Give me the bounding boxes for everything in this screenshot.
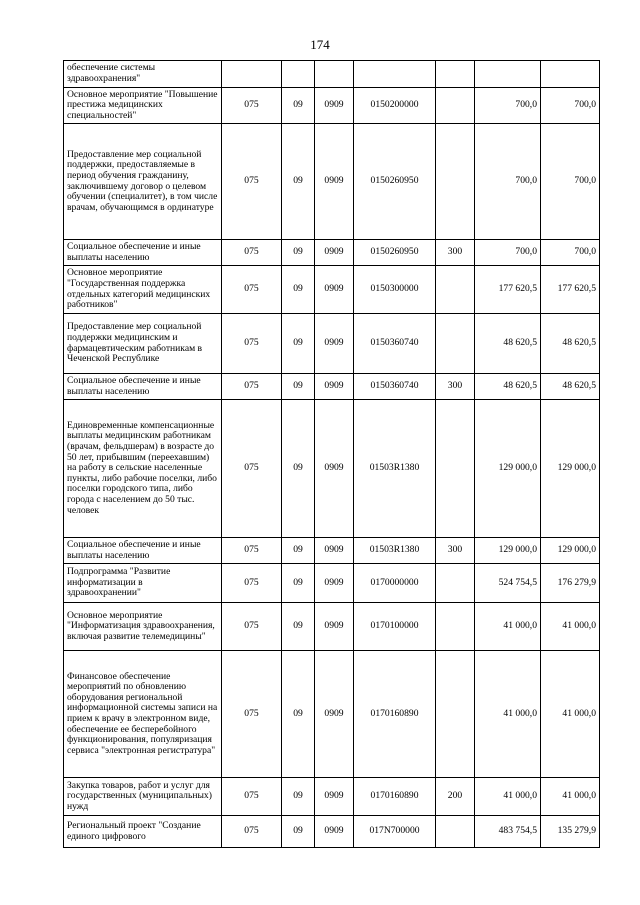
row-section-cell: 09 bbox=[282, 778, 315, 816]
row-expense-type-cell bbox=[436, 266, 475, 314]
row-sum-year1-cell: 48 620,5 bbox=[475, 314, 541, 374]
table-row bbox=[64, 88, 600, 124]
row-sum-year2-cell bbox=[541, 61, 600, 88]
row-expense-type-cell bbox=[436, 651, 475, 778]
row-sum-year1-cell: 41 000,0 bbox=[475, 651, 541, 778]
row-grbs-cell: 075 bbox=[222, 778, 282, 816]
row-sum-year2-cell: 129 000,0 bbox=[541, 400, 600, 538]
row-grbs-cell: 075 bbox=[222, 538, 282, 564]
row-subsection-cell: 0909 bbox=[315, 400, 354, 538]
row-expense-type-cell: 300 bbox=[436, 240, 475, 266]
row-expense-type-cell bbox=[436, 314, 475, 374]
row-expense-type-cell: 300 bbox=[436, 374, 475, 400]
row-expense-type-cell bbox=[436, 603, 475, 651]
row-section-cell: 09 bbox=[282, 374, 315, 400]
row-sum-year1-cell bbox=[475, 61, 541, 88]
row-grbs-cell: 075 bbox=[222, 314, 282, 374]
row-sum-year1-cell: 524 754,5 bbox=[475, 564, 541, 603]
row-name-cell: Финансовое обеспечение мероприятий по обновлению оборудования региональной информационной системы записи на прием к врачу в электронном виде, обеспечение ее бесперебойного функционирования, популяризация сервиса "электронная регистратура" bbox=[64, 651, 222, 778]
row-grbs-cell: 075 bbox=[222, 374, 282, 400]
row-target-article-cell bbox=[354, 61, 436, 88]
row-sum-year2-cell: 700,0 bbox=[541, 240, 600, 266]
row-grbs-cell bbox=[222, 61, 282, 88]
row-name-cell: Предоставление мер социальной поддержки медицинским и фармацевтическим работникам в Чеченской Республике bbox=[64, 314, 222, 374]
row-target-article-cell: 0150260950 bbox=[354, 124, 436, 240]
row-grbs-cell: 075 bbox=[222, 564, 282, 603]
row-expense-type-cell bbox=[436, 400, 475, 538]
row-section-cell: 09 bbox=[282, 88, 315, 124]
row-expense-type-cell bbox=[436, 61, 475, 88]
row-expense-type-cell bbox=[436, 124, 475, 240]
row-sum-year2-cell: 41 000,0 bbox=[541, 651, 600, 778]
row-section-cell: 09 bbox=[282, 564, 315, 603]
row-subsection-cell: 0909 bbox=[315, 816, 354, 848]
row-expense-type-cell: 300 bbox=[436, 538, 475, 564]
table-row bbox=[64, 61, 600, 88]
row-sum-year2-cell: 129 000,0 bbox=[541, 538, 600, 564]
row-sum-year2-cell: 176 279,9 bbox=[541, 564, 600, 603]
row-section-cell: 09 bbox=[282, 816, 315, 848]
row-sum-year1-cell: 129 000,0 bbox=[475, 538, 541, 564]
row-name-cell: Единовременные компенсационные выплаты медицинским работникам (врачам, фельдшерам) в возрасте до 50 лет, прибывшим (переехавшим) на работу в сельские населенные пункты, либо рабочие поселки, либо поселки городского типа, либо города с населением до 50 тыс. человек bbox=[64, 400, 222, 538]
row-sum-year1-cell: 129 000,0 bbox=[475, 400, 541, 538]
row-sum-year2-cell: 48 620,5 bbox=[541, 314, 600, 374]
budget-table-body bbox=[64, 61, 600, 848]
row-grbs-cell: 075 bbox=[222, 651, 282, 778]
row-subsection-cell: 0909 bbox=[315, 240, 354, 266]
row-name-cell: Социальное обеспечение и иные выплаты населению bbox=[64, 374, 222, 400]
row-expense-type-cell: 200 bbox=[436, 778, 475, 816]
row-expense-type-cell bbox=[436, 88, 475, 124]
row-name-cell: Основное мероприятие "Информатизация здравоохранения, включая развитие телемедицины" bbox=[64, 603, 222, 651]
row-name-cell: Региональный проект "Создание единого цифрового bbox=[64, 816, 222, 848]
row-name-cell: Основное мероприятие "Повышение престижа медицинских специальностей" bbox=[64, 88, 222, 124]
row-name-cell: Подпрограмма "Развитие информатизации в здравоохранении" bbox=[64, 564, 222, 603]
row-name-cell: Основное мероприятие "Государственная поддержка отдельных категорий медицинских работников" bbox=[64, 266, 222, 314]
row-sum-year1-cell: 483 754,5 bbox=[475, 816, 541, 848]
row-section-cell: 09 bbox=[282, 651, 315, 778]
row-section-cell: 09 bbox=[282, 314, 315, 374]
row-sum-year2-cell: 700,0 bbox=[541, 88, 600, 124]
budget-table bbox=[63, 60, 600, 848]
row-target-article-cell: 0150360740 bbox=[354, 374, 436, 400]
row-sum-year2-cell: 41 000,0 bbox=[541, 603, 600, 651]
row-section-cell: 09 bbox=[282, 400, 315, 538]
row-subsection-cell: 0909 bbox=[315, 778, 354, 816]
row-subsection-cell: 0909 bbox=[315, 564, 354, 603]
row-subsection-cell: 0909 bbox=[315, 538, 354, 564]
row-sum-year1-cell: 41 000,0 bbox=[475, 603, 541, 651]
row-grbs-cell: 075 bbox=[222, 266, 282, 314]
row-target-article-cell: 0170160890 bbox=[354, 778, 436, 816]
row-subsection-cell: 0909 bbox=[315, 314, 354, 374]
row-grbs-cell: 075 bbox=[222, 124, 282, 240]
row-section-cell: 09 bbox=[282, 538, 315, 564]
row-subsection-cell: 0909 bbox=[315, 603, 354, 651]
row-sum-year2-cell: 48 620,5 bbox=[541, 374, 600, 400]
row-section-cell: 09 bbox=[282, 240, 315, 266]
row-section-cell: 09 bbox=[282, 266, 315, 314]
table-row bbox=[64, 374, 600, 400]
table-row bbox=[64, 778, 600, 816]
row-target-article-cell: 01503R1380 bbox=[354, 538, 436, 564]
table-row bbox=[64, 538, 600, 564]
table-row bbox=[64, 240, 600, 266]
row-grbs-cell: 075 bbox=[222, 240, 282, 266]
table-row bbox=[64, 603, 600, 651]
row-sum-year1-cell: 700,0 bbox=[475, 88, 541, 124]
row-name-cell: Социальное обеспечение и иные выплаты населению bbox=[64, 538, 222, 564]
row-section-cell bbox=[282, 61, 315, 88]
row-target-article-cell: 0150200000 bbox=[354, 88, 436, 124]
row-sum-year1-cell: 41 000,0 bbox=[475, 778, 541, 816]
row-subsection-cell: 0909 bbox=[315, 266, 354, 314]
table-row bbox=[64, 314, 600, 374]
row-target-article-cell: 0150260950 bbox=[354, 240, 436, 266]
row-name-cell: обеспечение системы здравоохранения" bbox=[64, 61, 222, 88]
page-number: 174 bbox=[310, 37, 330, 52]
row-subsection-cell bbox=[315, 61, 354, 88]
row-name-cell: Социальное обеспечение и иные выплаты населению bbox=[64, 240, 222, 266]
row-subsection-cell: 0909 bbox=[315, 88, 354, 124]
row-subsection-cell: 0909 bbox=[315, 374, 354, 400]
row-section-cell: 09 bbox=[282, 603, 315, 651]
row-target-article-cell: 017N700000 bbox=[354, 816, 436, 848]
row-expense-type-cell bbox=[436, 564, 475, 603]
table-row bbox=[64, 400, 600, 538]
row-sum-year1-cell: 177 620,5 bbox=[475, 266, 541, 314]
row-target-article-cell: 0170100000 bbox=[354, 603, 436, 651]
row-section-cell: 09 bbox=[282, 124, 315, 240]
row-grbs-cell: 075 bbox=[222, 816, 282, 848]
row-target-article-cell: 0170000000 bbox=[354, 564, 436, 603]
row-target-article-cell: 0150300000 bbox=[354, 266, 436, 314]
row-grbs-cell: 075 bbox=[222, 400, 282, 538]
row-expense-type-cell bbox=[436, 816, 475, 848]
table-row bbox=[64, 816, 600, 848]
table-row bbox=[64, 124, 600, 240]
row-sum-year1-cell: 700,0 bbox=[475, 240, 541, 266]
row-target-article-cell: 01503R1380 bbox=[354, 400, 436, 538]
table-row bbox=[64, 651, 600, 778]
row-name-cell: Закупка товаров, работ и услуг для государственных (муниципальных) нужд bbox=[64, 778, 222, 816]
row-sum-year2-cell: 700,0 bbox=[541, 124, 600, 240]
row-sum-year1-cell: 48 620,5 bbox=[475, 374, 541, 400]
row-target-article-cell: 0170160890 bbox=[354, 651, 436, 778]
row-name-cell: Предоставление мер социальной поддержки, предоставляемые в период обучения гражданину, заключившему договор о целевом обучении (специалитет), в том числе врачам, обучающимся в ординатуре bbox=[64, 124, 222, 240]
table-row bbox=[64, 564, 600, 603]
row-grbs-cell: 075 bbox=[222, 603, 282, 651]
row-target-article-cell: 0150360740 bbox=[354, 314, 436, 374]
row-sum-year2-cell: 177 620,5 bbox=[541, 266, 600, 314]
row-grbs-cell: 075 bbox=[222, 88, 282, 124]
row-subsection-cell: 0909 bbox=[315, 651, 354, 778]
row-subsection-cell: 0909 bbox=[315, 124, 354, 240]
row-sum-year1-cell: 700,0 bbox=[475, 124, 541, 240]
row-sum-year2-cell: 41 000,0 bbox=[541, 778, 600, 816]
table-row bbox=[64, 266, 600, 314]
row-sum-year2-cell: 135 279,9 bbox=[541, 816, 600, 848]
